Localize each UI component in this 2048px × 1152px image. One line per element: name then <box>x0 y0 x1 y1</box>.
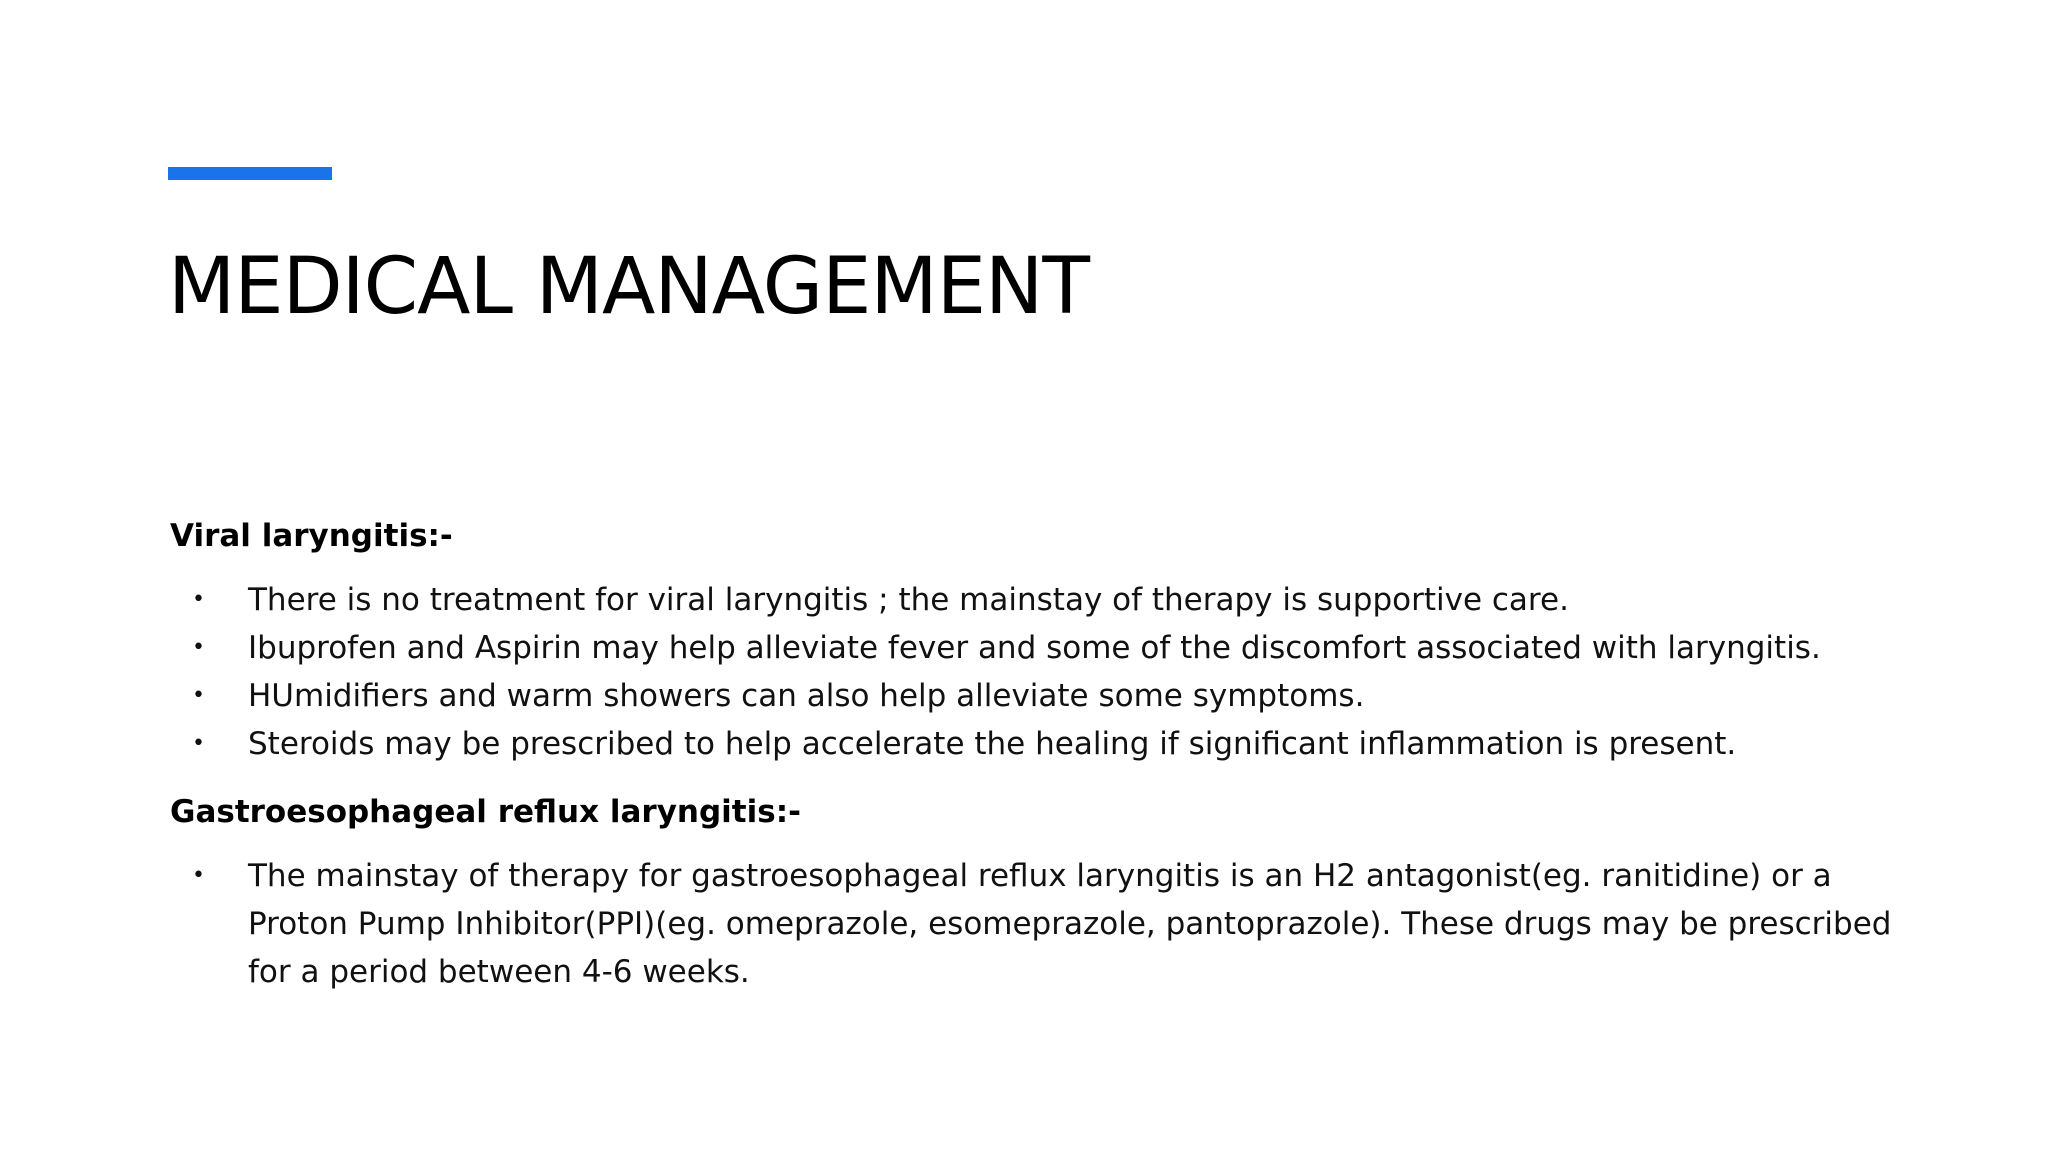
bullet-list-viral <box>170 576 1910 768</box>
bullet-list-gerd <box>170 852 1910 996</box>
bullet-icon: • <box>192 587 205 612</box>
bullet-text: Ibuprofen and Aspirin may help alleviate fever and some of the discomfort associated with laryngitis. <box>248 630 1821 666</box>
slide-title: MEDICAL MANAGEMENT <box>168 242 1090 332</box>
bullet-icon: • <box>192 731 205 756</box>
list-item <box>170 624 1910 672</box>
bullet-text: HUmidifiers and warm showers can also help alleviate some symptoms. <box>248 678 1365 714</box>
list-item <box>170 576 1910 624</box>
bullet-text: The mainstay of therapy for gastroesophageal reflux laryngitis is an H2 antagonist(eg. ranitidine) or a Proton Pump Inhibitor(PPI)(eg. omeprazole, esomeprazole, pantoprazole). These drugs may be prescribed for a period between 4-6 weeks. <box>248 858 1892 990</box>
slide-content <box>170 512 1910 1016</box>
list-item <box>170 720 1910 768</box>
bullet-text: There is no treatment for viral laryngitis ; the mainstay of therapy is supportive care. <box>248 582 1569 618</box>
bullet-icon: • <box>192 683 205 708</box>
section-heading-viral: Viral laryngitis:- <box>170 518 453 554</box>
list-item <box>170 852 1910 996</box>
list-item <box>170 672 1910 720</box>
section-heading-gerd: Gastroesophageal reflux laryngitis:- <box>170 794 801 830</box>
title-accent-bar <box>168 167 332 180</box>
bullet-icon: • <box>192 635 205 660</box>
bullet-text: Steroids may be prescribed to help accelerate the healing if significant inflammation is present. <box>248 726 1737 762</box>
bullet-icon: • <box>192 863 205 888</box>
